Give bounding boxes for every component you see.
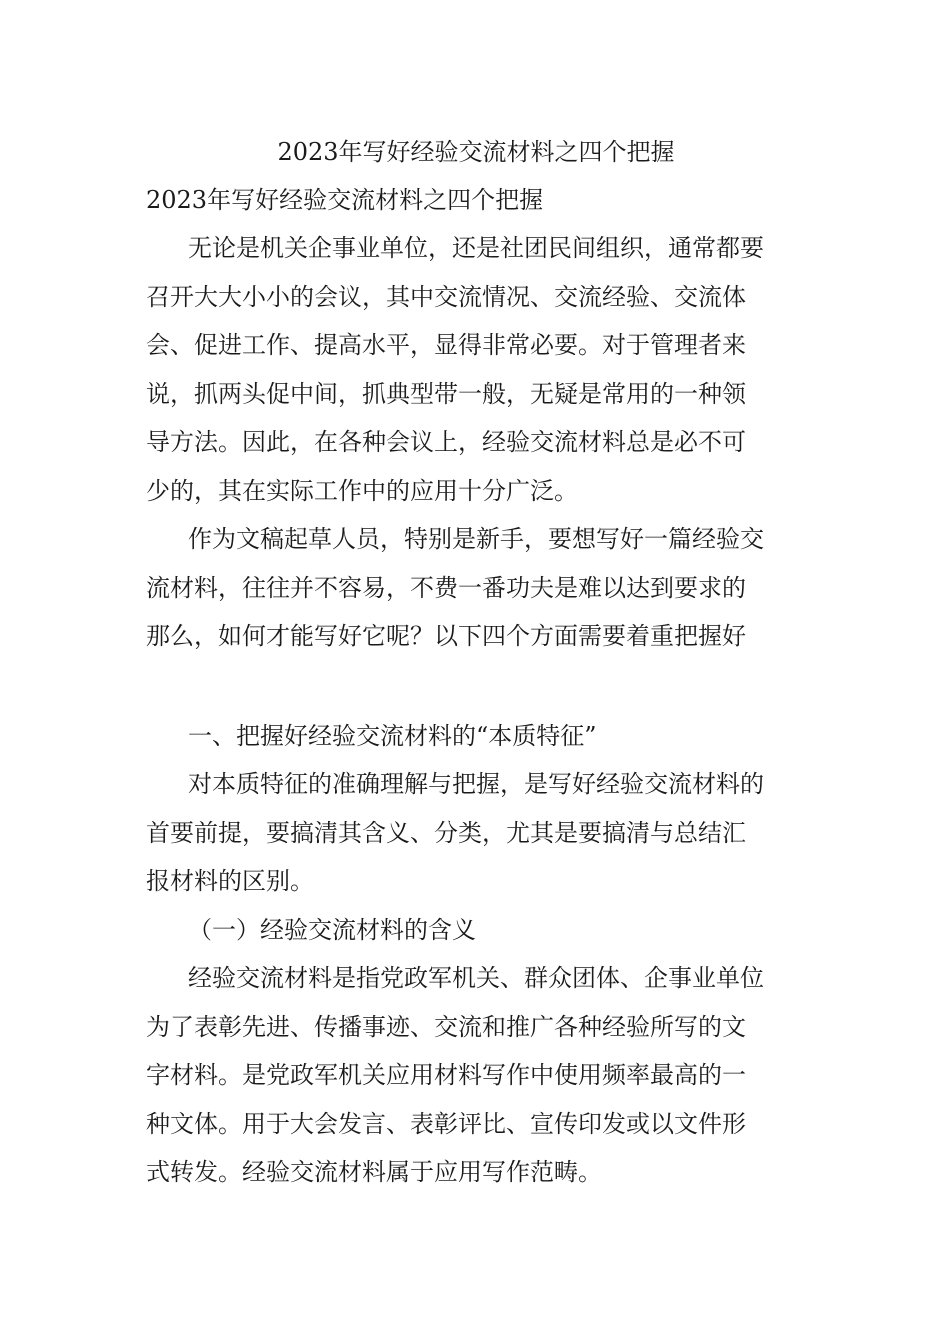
subsection-heading-1: [146, 906, 806, 955]
paragraph-drafter: [146, 515, 806, 661]
paragraph-spacer: [146, 661, 806, 712]
text-line: 报材料的区别。: [146, 867, 314, 895]
text-line: 说，抓两头促中间，抓典型带一般，无疑是常用的一种领: [146, 379, 746, 408]
text-line: 导方法。因此，在各种会议上，经验交流材料总是必不可: [146, 428, 746, 456]
section-heading-1: [146, 712, 806, 761]
text-line: 经验交流材料是指党政军机关、群众团体、企事业单位: [188, 964, 764, 992]
text-line: 为了表彰先进、传播事迹、交流和推广各种经验所写的文: [146, 1012, 746, 1041]
text-line: 召开大大小小的会议，其中交流情况、交流经验、交流体: [146, 282, 746, 311]
text-line: 无论是机关企事业单位，还是社团民间组织，通常都要: [188, 234, 764, 262]
text-line: 首要前提，要搞清其含义、分类，尤其是要搞清与总结汇: [146, 818, 746, 847]
section-heading: 一、把握好经验交流材料的“本质特征”: [188, 721, 597, 750]
text-line: 流材料，往往并不容易，不费一番功夫是难以达到要求的: [146, 573, 746, 602]
paragraph-essence: [146, 760, 806, 906]
text-line: 种文体。用于大会发言、表彰评比、宣传印发或以文件形: [146, 1109, 746, 1138]
text-line: 作为文稿起草人员，特别是新手，要想写好一篇经验交: [188, 525, 764, 553]
document-page: [146, 128, 806, 1197]
paragraph-intro: [146, 224, 806, 515]
paragraph-definition: [146, 954, 806, 1197]
text-line: 对本质特征的准确理解与把握，是写好经验交流材料的: [188, 770, 764, 798]
text-line: 字材料。是党政军机关应用材料写作中使用频率最高的一: [146, 1061, 746, 1089]
document-title: 2023年写好经验交流材料之四个把握: [277, 138, 675, 166]
text-line: 少的，其在实际工作中的应用十分广泛。: [146, 476, 578, 505]
text-line: 会、促进工作、提高水平，显得非常必要。对于管理者来: [146, 331, 746, 359]
document-subtitle: 2023年写好经验交流材料之四个把握: [146, 186, 544, 214]
subsection-heading: （一）经验交流材料的含义: [188, 915, 476, 944]
text-line: 那么，如何才能写好它呢？以下四个方面需要着重把握好: [146, 622, 746, 650]
text-line: 式转发。经验交流材料属于应用写作范畴。: [146, 1158, 602, 1186]
